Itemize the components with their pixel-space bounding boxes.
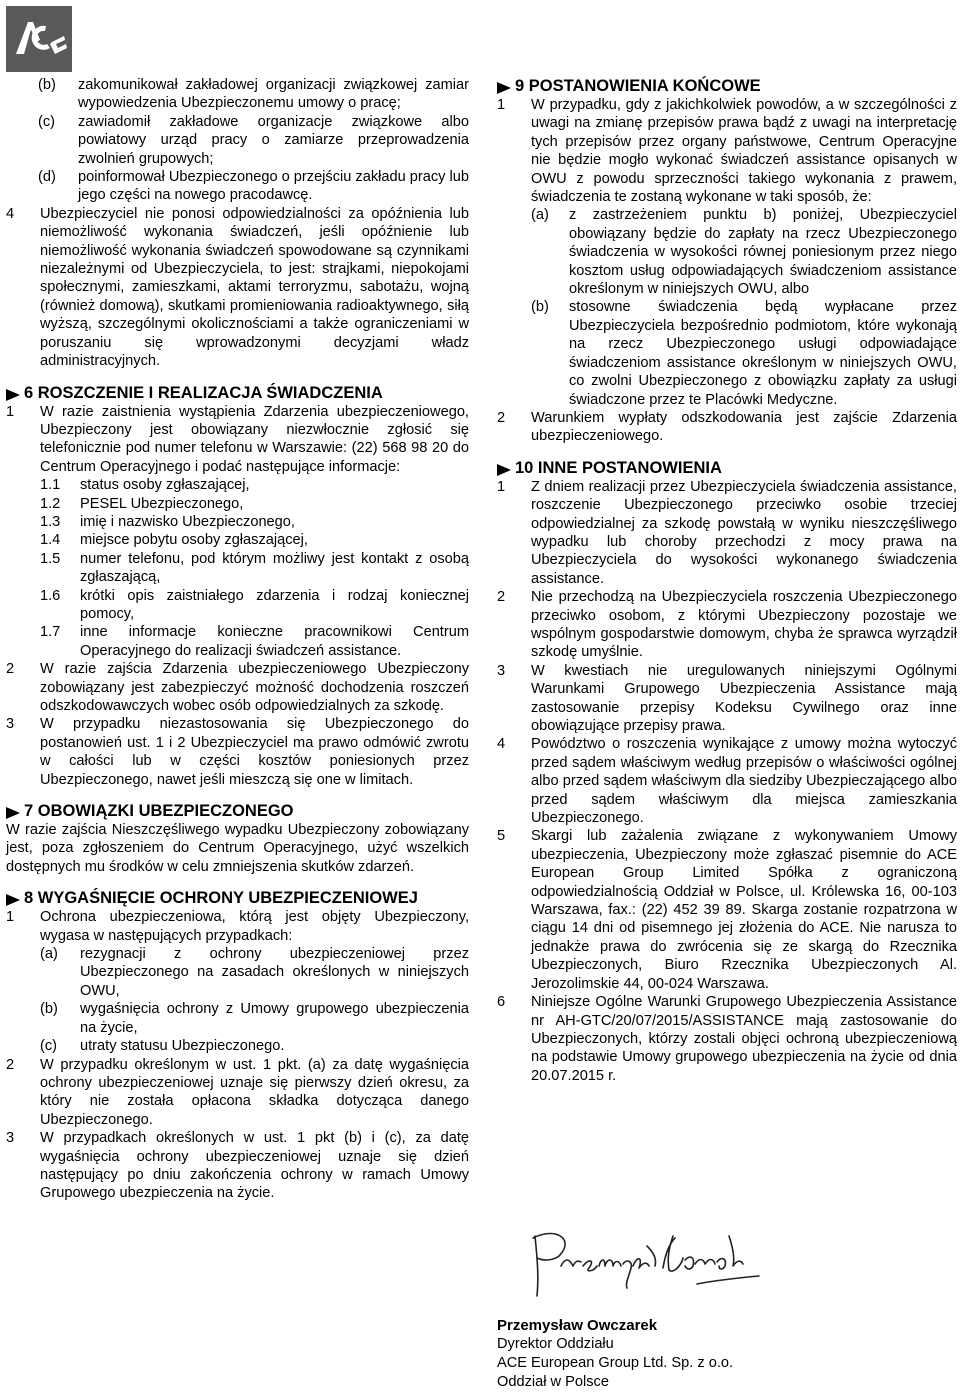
item-number: 1	[497, 478, 506, 495]
list-item	[40, 531, 469, 549]
list-item	[38, 76, 469, 113]
item-text: W kwestiach nie uregulowanych niniejszymi Ogólnymi Warunkami Grupowego Ubezpieczenia Assistance mają zastosowanie przepisy Kodeksu Cywilnego oraz inne obowiązujące przepisy prawa.	[531, 662, 957, 734]
item-number: (b)	[40, 1001, 58, 1018]
item-number: (a)	[40, 946, 58, 963]
item-number: (b)	[38, 77, 56, 93]
list-item	[40, 623, 469, 660]
section-title: 7 OBOWIĄZKI UBEZPIECZONEGO	[24, 802, 294, 821]
item-text: stosowne świadczenia będą wypłacane przez Ubezpieczyciela bezpośrednio podmiotom, które wykonają na rzecz Ubezpieczonego usługi odpowiadające świadczeniom assistance określonym w niniejszych OWU, co zwolni Ubezpieczonego z obowiązku zapłaty za usługi świadczone przez te Placówki Medyczne.	[569, 299, 957, 408]
item-number: 5	[497, 828, 506, 845]
item-text: inne informacje konieczne pracownikowi Centrum Operacyjnego do realizacji świadczeń assistance.	[80, 624, 469, 659]
right-column	[497, 76, 957, 1085]
section-title: 10 INNE POSTANOWIENIA	[515, 458, 722, 477]
item-number: (a)	[531, 207, 549, 224]
section-6-heading	[6, 383, 469, 403]
item-number: (b)	[531, 299, 549, 316]
signer-name: Przemysław Owczarek	[497, 1317, 658, 1334]
item-number: 2	[6, 661, 15, 678]
s8-paragraph-2	[6, 1056, 469, 1130]
item-text: zawiadomił zakładowe organizacje związkowe albo powiatowy urząd pracy o zamiarze przeprowadzenia zwolnień grupowych;	[78, 113, 469, 167]
item-text: W razie zaistnienia wystąpienia Zdarzenia ubezpieczeniowego, Ubezpieczony jest obowiązany niezwłocznie zgłosić się telefonicznie pod numer telefonu w Warszawie: (22) 568 98 20 do Centrum Operacyjnego i podać następujące informacje:	[40, 403, 469, 475]
item-text: imię i nazwisko Ubezpieczonego,	[80, 513, 295, 530]
list-item	[497, 827, 957, 993]
signer-block	[497, 1316, 733, 1392]
item-text: Powództwo o roszczenia wynikające z umowy można wytoczyć przed sądem właściwym według przepisów o właściwości ogólnej albo przed sądem właściwym dla siedziby Ubezpieczającego albo przed sądem właściwym dla miejsca zamieszkania Ubezpieczonego.	[531, 736, 957, 827]
item-text: numer telefonu, pod którym możliwy jest kontakt z osobą zgłaszającą,	[80, 550, 469, 586]
item-number: 1.7	[40, 624, 61, 641]
list-item	[40, 550, 469, 587]
ace-logo-mark	[6, 6, 72, 72]
list-item	[40, 1000, 469, 1037]
s6-paragraph-1	[6, 403, 469, 477]
item-number: 1.5	[40, 550, 61, 567]
item-number: 3	[6, 716, 15, 733]
list-item	[40, 945, 469, 1000]
item-number: 1.6	[40, 587, 61, 604]
ace-logo	[6, 6, 72, 72]
item-number: 1.3	[40, 513, 61, 530]
s9-paragraph-1	[497, 96, 957, 206]
s6-paragraph-2	[6, 660, 469, 715]
item-number: 6	[497, 994, 506, 1011]
item-number: 1.2	[40, 495, 61, 512]
item-text: miejsce pobytu osoby zgłaszającej,	[80, 532, 308, 549]
signer-company: ACE European Group Ltd. Sp. z o.o.	[497, 1355, 734, 1371]
list-item	[497, 478, 957, 588]
item-number: 1	[6, 909, 15, 926]
item-text: Z dniem realizacji przez Ubezpieczyciela świadczenia assistance, roszczenie Ubezpieczonego przeciwko osobie trzeciej odpowiedzialnej za szkodę powstałą w wyniku nieszczęśliwego wypadku lub choroby przechodzi z mocy prawa na Ubezpieczyciela do wysokości wykonanego świadczenia assistance.	[531, 478, 957, 587]
list-item	[40, 476, 469, 494]
list-item	[38, 113, 469, 168]
s8-sublist	[6, 945, 469, 1055]
item-text: Ochrona ubezpieczeniowa, którą jest objęty Ubezpieczony, wygasa w następujących przypadkach:	[40, 909, 469, 944]
item-number: 2	[497, 589, 506, 606]
item-number: 3	[6, 1130, 15, 1147]
item-number: 1	[6, 403, 15, 420]
paragraph-4	[6, 205, 469, 371]
list-item	[40, 495, 469, 513]
s9-paragraph-2	[497, 409, 957, 446]
signer-role: Dyrektor Oddziału	[497, 1336, 614, 1352]
list-item	[497, 993, 957, 1085]
item-text: wygaśnięcia ochrony z Umowy grupowego ubezpieczenia na życie,	[80, 1001, 469, 1036]
item-text: krótki opis zaistniałego zdarzenia i rodzaj koniecznej pomocy,	[80, 587, 469, 622]
item-number: (d)	[38, 169, 56, 186]
item-number: 4	[6, 205, 15, 222]
handwritten-signature	[497, 1196, 797, 1304]
s8-paragraph-1	[6, 908, 469, 945]
list-item	[497, 735, 957, 827]
section-arrow-icon	[497, 82, 511, 94]
s6-paragraph-3	[6, 715, 469, 789]
item-text: PESEL Ubezpieczonego,	[80, 495, 244, 512]
signature	[497, 1196, 957, 1304]
item-number: 1.4	[40, 532, 61, 549]
item-text: W przypadku, gdy z jakichkolwiek powodów, a w szczególności z uwagi na zmianę przepisów prawa bądź z uwagi na interpretację tych przepisów przez organy państwowe, Centrum Operacyjne nie będzie mogło wykonać świadczeń assistance opisanych w OWU z powodu sprzeczności takiego wykonania z prawem, świadczenia te zostaną wykonane w taki sposób, że:	[531, 97, 957, 206]
section-10-heading	[497, 458, 957, 478]
section-arrow-icon	[497, 464, 511, 476]
item-text: W razie zajścia Zdarzenia ubezpieczeniowego Ubezpieczony zobowiązany jest zabezpieczyć możność dochodzenia roszczeń odszkodowawczych wobec osób odpowiedzialnych za szkodę.	[40, 661, 469, 714]
item-text: z zastrzeżeniem punktu b) poniżej, Ubezpieczyciel obowiązany będzie do zapłaty na rzecz Ubezpieczonego świadczenia w wysokości równej poniesionym przez niego kosztom usług odpowiadających świadczeniom assistance określonym w niniejszych OWU, albo	[569, 207, 957, 298]
item-text: W przypadku niezastosowania się Ubezpieczonego do postanowień ust. 1 i 2 Ubezpieczyciel ma prawo odmówić zwrotu w całości lub w części kosztów poniesionych przez Ubezpieczonego, nawet jeśli mieszczą się one w limitach.	[40, 716, 469, 788]
section-8-heading	[6, 888, 469, 908]
section-7-heading	[6, 801, 469, 821]
item-number: 2	[6, 1056, 15, 1073]
item-text: Ubezpieczyciel nie ponosi odpowiedzialności za opóźnienia lub niemożliwość wykonania świadczeń, jeśli opóźnienie lub niemożliwość wykonania świadczeń spowodowane są czynnikami niezależnymi od Ubezpieczyciela, to jest: strajkami, niepokojami społecznymi, zamieszkami, aktami terroryzmu, sabotażu, wojną (również domową), skutkami promieniowania radioaktywnego, siłą wyższą, szczególnymi okolicznościami a także ograniczeniami w poruszaniu się wprowadzonymi decyzjami władz administracyjnych.	[40, 205, 469, 370]
item-number: 2	[497, 409, 506, 426]
termination-list	[6, 76, 469, 205]
section-arrow-icon	[6, 389, 20, 401]
s7-paragraph: W razie zajścia Nieszczęśliwego wypadku Ubezpieczony zobowiązany jest, poza zgłoszeniem do Centrum Operacyjnego, użyć wszelkich dostępnych mu środków w celu zmniejszenia skutków zdarzeń.	[6, 822, 469, 875]
item-number: 3	[497, 662, 506, 679]
s6-sublist	[6, 476, 469, 660]
item-text: Niniejsze Ogólne Warunki Grupowego Ubezpieczenia Assistance nr AH-GTC/20/07/2015/ASSISTANCE mają zastosowanie do Ubezpieczonych, którzy zostali objęci ochroną ubezpieczeniową na podstawie Umowy grupowego ubezpieczenia na życie od dnia 20.07.2015 r.	[531, 994, 957, 1084]
section-title: 8 WYGAŚNIĘCIE OCHRONY UBEZPIECZENIOWEJ	[24, 889, 418, 908]
item-number: (c)	[40, 1038, 58, 1055]
list-item	[40, 513, 469, 531]
item-number: 4	[497, 736, 506, 753]
item-text: Skargi lub zażalenia związane z wykonywaniem Umowy ubezpieczenia, Ubezpieczony może zgłaszać pisemnie do ACE European Group Limited Spółka z ograniczoną odpowiedzialnością Oddział w Polsce, ul. Królewska 16, 00-103 Warszawa, fax.: (22) 452 39 89. Skarga zostanie rozpatrzona w ciągu 14 dni od pisemnego jej złożenia do ACE. Nie narusza to jednakże prawa do zwrócenia się ze skargą do Rzecznika Ubezpieczonych, Biuro Rzecznika Ubezpieczonych Al. Jerozolimskie 44, 00-024 Warszawa.	[531, 828, 957, 992]
item-text: poinformował Ubezpieczonego o przejściu zakładu pracy lub jego części na nowego pracodawcę.	[78, 169, 470, 204]
list-item	[531, 298, 957, 408]
left-column	[6, 76, 469, 1203]
item-number: 1.1	[40, 477, 61, 494]
list-item	[497, 662, 957, 736]
list-item	[40, 1037, 469, 1055]
item-text: rezygnacji z ochrony ubezpieczeniowej przez Ubezpieczonego na zasadach określonych w niniejszych OWU,	[80, 946, 469, 999]
item-number: (c)	[38, 113, 56, 130]
s9-sublist	[497, 206, 957, 408]
item-number: 1	[497, 97, 506, 113]
item-text: Nie przechodzą na Ubezpieczyciela roszczenia Ubezpieczonego przeciwko osobom, z którymi Ubezpieczony pozostaje we wspólnym gospodarstwie domowym, chyba że sprawca wyrządził szkodę umyślnie.	[531, 589, 957, 661]
s8-paragraph-3	[6, 1129, 469, 1203]
item-text: zakomunikował zakładowej organizacji związkowej zamiar wypowiedzenia Ubezpieczonemu umowy o pracę;	[78, 77, 469, 112]
item-text: W przypadkach określonych w ust. 1 pkt (b) i (c), za datę wygaśnięcia ochrony ubezpieczeniowej uznaje się dzień następujący po dniu zakończenia ochrony w ramach Umowy Grupowego ubezpieczenia na życie.	[40, 1130, 469, 1202]
section-arrow-icon	[6, 894, 20, 906]
section-title: 9 POSTANOWIENIA KOŃCOWE	[515, 77, 761, 95]
list-item	[40, 587, 469, 624]
item-text: utraty statusu Ubezpieczonego.	[80, 1038, 285, 1055]
item-text: status osoby zgłaszającej,	[80, 477, 250, 494]
item-text: W przypadku określonym w ust. 1 pkt. (a) za datę wygaśnięcia ochrony ubezpieczeniowej uznaje się pierwszy dzień okresu, za który nie została opłacona składka dotycząca danego Ubezpieczonego.	[40, 1056, 469, 1128]
list-item	[531, 206, 957, 298]
list-item	[497, 588, 957, 662]
section-arrow-icon	[6, 807, 20, 819]
section-title: 6 ROSZCZENIE I REALIZACJA ŚWIADCZENIA	[24, 383, 383, 402]
signer-branch: Oddział w Polsce	[497, 1374, 609, 1390]
item-text: Warunkiem wypłaty odszkodowania jest zajście Zdarzenia ubezpieczeniowego.	[531, 409, 957, 445]
list-item	[38, 168, 470, 205]
section-9-heading	[497, 76, 957, 96]
